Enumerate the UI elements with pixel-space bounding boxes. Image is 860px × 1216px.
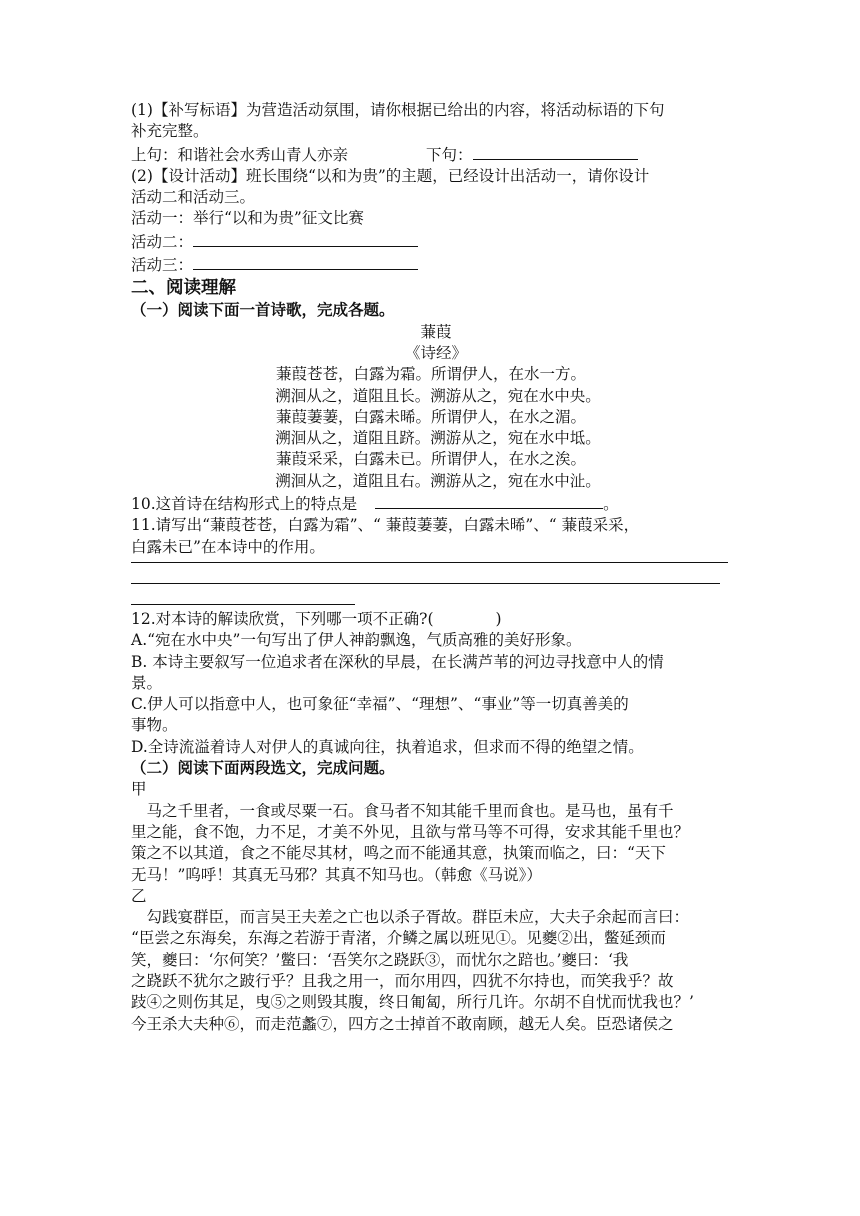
passage-yi-line: 跂④之则伤其足，曳⑤之则毁其腹，终日匍匐，所行几许。尔胡不自忧而忧我也？’ [131, 993, 694, 1012]
q2-line1: (2)【设计活动】班长围绕“以和为贵”的主题，已经设计出活动一，请你设计 [131, 166, 650, 185]
q12-stem [131, 609, 731, 630]
activity-2-blank[interactable] [193, 230, 418, 247]
q10-text: 10.这首诗在结构形式上的特点是 [131, 495, 358, 514]
subsection-2-title: （二）阅读下面两段选文，完成问题。 [131, 759, 395, 778]
passage-jia-line: 马之千里者，一食或尽粟一石。食马者不知其能千里而食也。是马也，虽有千 [146, 801, 674, 820]
lower-couplet-label: 下句： [426, 145, 473, 164]
poem-title: 蒹葭 [420, 322, 452, 341]
q12-option-c-cont: 事物。 [131, 716, 178, 735]
passage-yi-line: “臣尝之东海矣，东海之若游于青渚，介鳞之属以班见①。见夔②出，鳖延颈而 [131, 929, 666, 948]
section-title: 二、阅读理解 [131, 278, 236, 299]
q10 [131, 492, 731, 515]
q12-option-a: A.“宛在水中央”一句写出了伊人神韵飘逸，气质高雅的美好形象。 [131, 631, 582, 650]
lower-couplet-blank[interactable] [473, 143, 638, 160]
passage-yi-line: 之跷跃不犹尔之跛行乎？且我之用一，而尔用四，四犹不尔持也，而笑我乎？故 [131, 971, 674, 990]
answer-line-1[interactable] [131, 562, 728, 563]
q12-stem-text: 12.对本诗的解读欣赏，下列哪一项不正确?( [131, 609, 434, 628]
document-page [131, 100, 731, 1035]
passage-jia-line: 策之不以其道，食之不能尽其材，鸣之而不能通其意，执策而临之，曰：“天下 [131, 844, 666, 863]
passage-yi-line: 勾践宴群臣，而言吴王夫差之亡也以杀子胥故。群臣未应，大夫子余起而言曰： [146, 908, 690, 927]
q12-stem-end: ) [495, 609, 502, 628]
poem-line: 溯洄从之，道阻且长。溯游从之，宛在水中央。 [275, 386, 601, 405]
q2-line2: 活动二和活动三。 [131, 188, 256, 207]
poem-line: 溯洄从之，道阻且跻。溯游从之，宛在水中坻。 [275, 429, 601, 448]
activity-2-label: 活动二： [131, 232, 194, 251]
q12-option-b-cont: 景。 [131, 673, 163, 692]
subsection-1-title: （一）阅读下面一首诗歌，完成各题。 [131, 301, 395, 320]
poem-line: 蒹葭萋萋，白露未晞。所谓伊人，在水之湄。 [275, 407, 586, 426]
q12-option-c: C.伊人可以指意中人，也可象征“幸福”、“理想”、“事业”等一切真善美的 [131, 695, 629, 714]
q1-line2: 补充完整。 [131, 122, 209, 141]
answer-line-3[interactable] [131, 604, 355, 605]
q1-couplet [131, 143, 731, 166]
poem-line: 蒹葭苍苍，白露为霜。所谓伊人，在水一方。 [275, 365, 586, 384]
activity-3-label: 活动三： [131, 256, 194, 275]
q11-line1: 11.请写出“蒹葭苍苍，白露为霜”、“ 蒹葭萋萋，白露未晞”、“ 蒹葭采采， [131, 516, 640, 535]
passage-yi-line: 笑，夔曰：‘尔何笑？’鳖曰：‘吾笑尔之跷跃③，而忧尔之踣也。’夔曰：‘我 [131, 950, 629, 969]
q10-blank[interactable] [375, 492, 603, 509]
passage-jia-line: 无马！”呜呼！其真无马邪？其真不知马也。（韩愈《马说》） [131, 865, 542, 884]
activity-3 [131, 253, 731, 276]
upper-couplet: 上句：和谐社会水秀山青人亦亲 [131, 145, 349, 164]
passage-yi-label: 乙 [131, 886, 147, 905]
q12-option-d: D.全诗流溢着诗人对伊人的真诚向往，执着追求，但求而不得的绝望之情。 [131, 737, 644, 756]
passage-jia-label: 甲 [131, 780, 147, 799]
passage-yi-line: 今王杀大夫种⑥，而走范蠡⑦，四方之士掉首不敢南顾，越无人矣。臣恐诸侯之 [131, 1014, 674, 1033]
poem-line: 溯洄从之，道阻且右。溯游从之，宛在水中沚。 [275, 471, 601, 490]
activity-2 [131, 230, 731, 253]
q10-end: 。 [603, 495, 619, 514]
poem-line: 蒹葭采采，白露未已。所谓伊人，在水之涘。 [275, 450, 586, 469]
q12-option-b: B. 本诗主要叙写一位追求者在深秋的早晨，在长满芦苇的河边寻找意中人的情 [131, 652, 664, 671]
q1-line1: (1)【补写标语】为营造活动氛围，请你根据已给出的内容，将活动标语的下句 [131, 101, 665, 119]
q11-line2: 白露未已”在本诗中的作用。 [131, 537, 325, 556]
answer-line-2[interactable] [131, 583, 720, 584]
poem-source: 《诗经》 [404, 343, 467, 362]
activity-1: 活动一：举行“以和为贵”征文比赛 [131, 209, 364, 228]
activity-3-blank[interactable] [193, 253, 418, 270]
passage-jia-line: 里之能，食不饱，力不足，才美不外见，且欲与常马等不可得，安求其能千里也？ [131, 822, 690, 841]
